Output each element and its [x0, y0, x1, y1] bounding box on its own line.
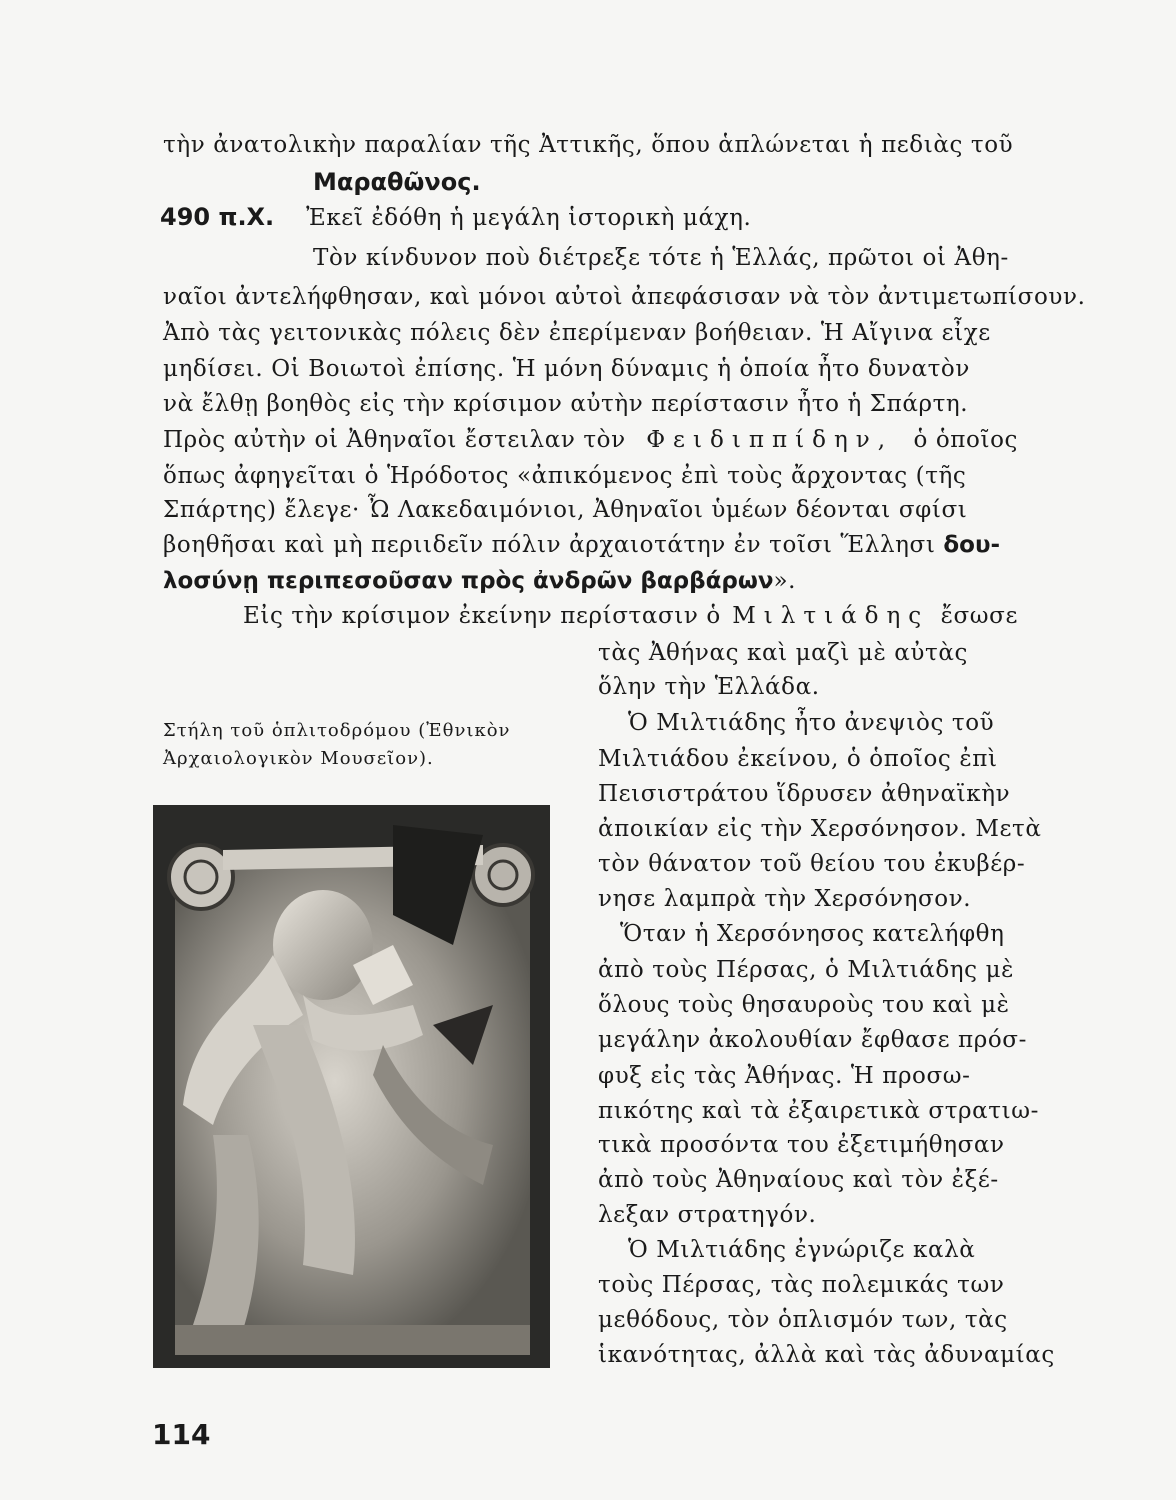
right-col-line: ἱκανότητας, ἀλλὰ καὶ τὰς ἀδυναμίας: [598, 1342, 1055, 1368]
text-line-7: μηδίσει. Οἱ Βοιωτοὶ ἐπίσης. Ἡ μόνη δύναμις ἡ ὁποία ἦτο δυνατὸν: [163, 356, 970, 382]
place-name-marathon: Μαραθῶνος.: [313, 168, 481, 196]
right-col-line: πικότης καὶ τὰ ἐξαιρετικὰ στρατιω-: [598, 1098, 1039, 1124]
text-line-14-start: Εἰς τὴν κρίσιμον ἐκείνην περίστασιν ὁ: [243, 603, 721, 629]
text-line-12-bold: δου-: [943, 532, 1001, 558]
right-col-line: τὸν θάνατον τοῦ θείου του ἐκυβέρ-: [598, 851, 1026, 877]
right-col-line: ἀπὸ τοὺς Πέρσας, ὁ Μιλτιάδης μὲ: [598, 957, 1015, 983]
text-line-14-end: ἔσωσε: [940, 603, 1018, 629]
stele-photograph: [153, 805, 550, 1368]
right-col-line: Μιλτιάδου ἐκείνου, ὁ ὁποῖος ἐπὶ: [598, 746, 998, 772]
text-line-5: ναῖοι ἀντελήφθησαν, καὶ μόνοι αὐτοὶ ἀπεφάσισαν νὰ τὸν ἀντιμετωπίσουν.: [163, 284, 1086, 310]
text-line-14: [243, 601, 1018, 631]
right-col-line: νησε λαμπρὰ τὴν Χερσόνησον.: [598, 886, 972, 912]
right-col-line: μεγάλην ἀκολουθίαν ἔφθασε πρόσ-: [598, 1027, 1027, 1053]
text-line-3: [160, 202, 751, 233]
right-col-line: τοὺς Πέρσας, τὰς πολεμικάς των: [598, 1272, 1005, 1298]
right-col-line: ὅλην τὴν Ἑλλάδα.: [598, 674, 820, 700]
right-col-line: Ὁ Μιλτιάδης ἐγνώριζε καλὰ: [628, 1237, 976, 1263]
right-col-line: μεθόδους, τὸν ὁπλισμόν των, τὰς: [598, 1307, 1008, 1333]
text-line-11: Σπάρτης) ἔλεγε· Ὦ Λακεδαιμόνιοι, Ἀθηναῖοι ὑμέων δέονται σφίσι: [163, 497, 968, 523]
quote-close: ».: [773, 568, 797, 594]
right-col-line: Πεισιστράτου ἵδρυσεν ἀθηναϊκὴν: [598, 781, 1011, 807]
text-line-8: νὰ ἔλθῃ βοηθὸς εἰς τὴν κρίσιμον αὐτὴν περίστασιν ἦτο ἡ Σπάρτη.: [163, 391, 969, 417]
stele-relief-illustration: [153, 805, 550, 1368]
battle-sentence: Ἐκεῖ ἐδόθη ἡ μεγάλη ἱστορικὴ μάχη.: [306, 205, 752, 231]
page-number: 114: [152, 1418, 211, 1451]
name-pheidippides: Φειδιππίδην,: [646, 427, 894, 453]
text-line-1: τὴν ἀνατολικὴν παραλίαν τῆς Ἀττικῆς, ὅπου ἁπλώνεται ἡ πεδιὰς τοῦ: [163, 132, 1014, 158]
right-col-line: τικὰ προσόντα του ἐξετιμήθησαν: [598, 1132, 1005, 1158]
text-line-9-start: Πρὸς αὐτὴν οἱ Ἀθηναῖοι ἔστειλαν τὸν: [163, 427, 626, 453]
text-line-12-start: βοηθῆσαι καὶ μὴ περιιδεῖν πόλιν ἀρχαιοτάτην ἐν τοῖσι Ἕλλησι: [163, 532, 936, 558]
text-line-10: ὅπως ἀφηγεῖται ὁ Ἡρόδοτος «ἀπικόμενος ἐπὶ τοὺς ἄρχοντας (τῆς: [163, 463, 967, 489]
right-col-line: Ὅταν ἡ Χερσόνησος κατελήφθη: [620, 921, 1005, 947]
right-col-line: ἀποικίαν εἰς τὴν Χερσόνησον. Μετὰ: [598, 816, 1042, 842]
figure-caption-line-1: Στήλη τοῦ ὁπλιτοδρόμου (Ἐθνικὸν: [163, 720, 511, 741]
text-line-9: [163, 425, 1018, 455]
text-line-12: [163, 530, 1000, 560]
right-col-line: τὰς Ἀθήνας καὶ μαζὶ μὲ αὐτὰς: [598, 640, 968, 666]
text-line-4: Τὸν κίνδυνον ποὺ διέτρεξε τότε ἡ Ἑλλάς, πρῶτοι οἱ Ἀθη-: [313, 245, 1009, 271]
right-col-line: Ὁ Μιλτιάδης ἦτο ἀνεψιὸς τοῦ: [628, 710, 995, 736]
text-line-13: [163, 566, 796, 596]
name-miltiades: Μιλτιάδης: [732, 603, 930, 629]
right-col-line: ἀπὸ τοὺς Ἀθηναίους καὶ τὸν ἐξέ-: [598, 1167, 999, 1193]
year-label: 490 π.Χ.: [160, 203, 275, 231]
right-col-line: λεξαν στρατηγόν.: [598, 1202, 817, 1228]
right-col-line: φυξ εἰς τὰς Ἀθήνας. Ἡ προσω-: [598, 1063, 971, 1089]
text-line-6: Ἀπὸ τὰς γειτονικὰς πόλεις δὲν ἐπερίμεναν βοήθειαν. Ἡ Αἴγινα εἶχε: [163, 320, 991, 346]
text-line-9-end: ὁ ὁποῖος: [913, 427, 1018, 453]
figure-caption-line-2: Ἀρχαιολογικὸν Μουσεῖον).: [163, 748, 434, 769]
right-col-line: ὅλους τοὺς θησαυροὺς του καὶ μὲ: [598, 992, 1010, 1018]
quote-bold-end: λοσύνῃ περιπεσοῦσαν πρὸς ἀνδρῶν βαρβάρων: [163, 568, 774, 594]
